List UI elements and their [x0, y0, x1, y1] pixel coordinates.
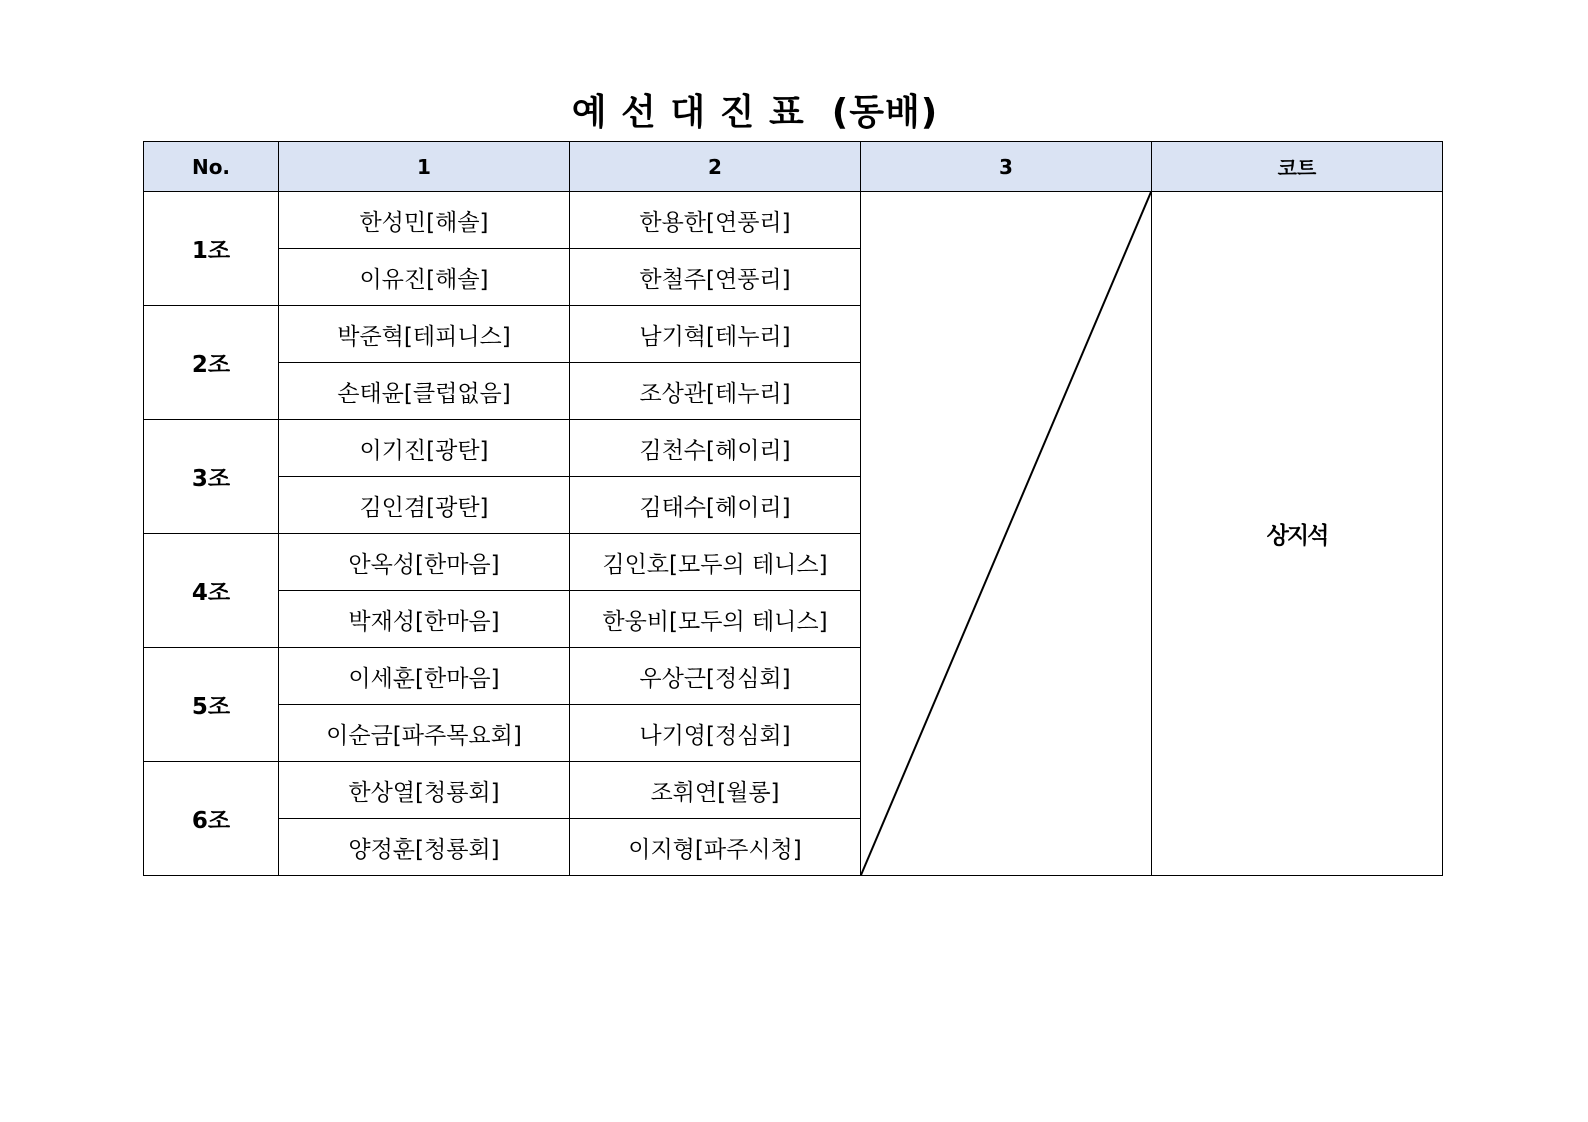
player-cell: 박재성[한마음]: [279, 591, 570, 648]
player-cell: 이기진[광탄]: [279, 420, 570, 477]
header-col-1: 1: [279, 142, 570, 192]
player-cell: 한용한[연풍리]: [570, 192, 861, 249]
player-cell: 조휘연[월롱]: [570, 762, 861, 819]
group-label: 2조: [144, 306, 279, 420]
player-cell: 이순금[파주목요회]: [279, 705, 570, 762]
diagonal-line: [861, 192, 1151, 875]
player-cell: 박준혁[테피니스]: [279, 306, 570, 363]
header-no: No.: [144, 142, 279, 192]
table-row: [144, 192, 1443, 249]
header-col-3: 3: [861, 142, 1152, 192]
player-cell: 안옥성[한마음]: [279, 534, 570, 591]
header-col-2: 2: [570, 142, 861, 192]
bracket-table: [143, 141, 1443, 876]
player-cell: 김인겸[광탄]: [279, 477, 570, 534]
player-cell: 이유진[해솔]: [279, 249, 570, 306]
group-label: 6조: [144, 762, 279, 876]
player-cell: 이지형[파주시청]: [570, 819, 861, 876]
player-cell: 한상열[청룡회]: [279, 762, 570, 819]
group-label: 4조: [144, 534, 279, 648]
player-cell: 우상근[정심회]: [570, 648, 861, 705]
group-label: 5조: [144, 648, 279, 762]
player-cell: 김태수[헤이리]: [570, 477, 861, 534]
player-cell: 양정훈[청룡회]: [279, 819, 570, 876]
player-cell: 김천수[헤이리]: [570, 420, 861, 477]
group-label: 3조: [144, 420, 279, 534]
empty-column-3: [861, 192, 1152, 876]
header-row: [144, 142, 1443, 192]
player-cell: 김인호[모두의 테니스]: [570, 534, 861, 591]
player-cell: 이세훈[한마음]: [279, 648, 570, 705]
player-cell: 한철주[연풍리]: [570, 249, 861, 306]
group-label: 1조: [144, 192, 279, 306]
player-cell: 손태윤[클럽없음]: [279, 363, 570, 420]
player-cell: 한성민[해솔]: [279, 192, 570, 249]
player-cell: 남기혁[테누리]: [570, 306, 861, 363]
player-cell: 한웅비[모두의 테니스]: [570, 591, 861, 648]
court-name: 상지석: [1152, 192, 1443, 876]
header-court: 코트: [1152, 142, 1443, 192]
player-cell: 조상관[테누리]: [570, 363, 861, 420]
page-title: 예 선 대 진 표 (동배): [571, 92, 939, 133]
player-cell: 나기영[정심회]: [570, 705, 861, 762]
